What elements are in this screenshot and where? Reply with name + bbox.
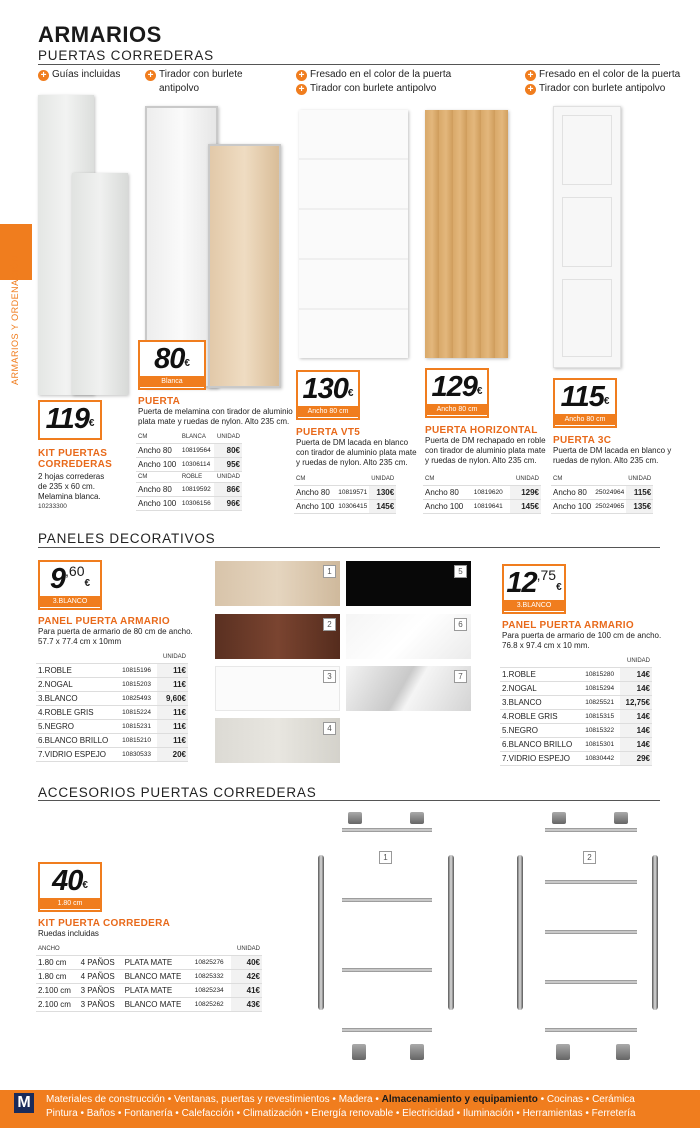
swatch-vidrio-espejo — [346, 666, 471, 711]
table-row: 6.BLANCO BRILLO 10815301 14€ — [500, 737, 652, 751]
feature-guias: + Guías incluidas — [38, 68, 120, 82]
price-tag-panel80: 9,60€ 3.BLANCO — [38, 560, 102, 610]
product-title-vt5: PUERTA VT5 — [296, 427, 361, 438]
table-row: Ancho 80 25024964 115€ — [551, 485, 653, 499]
door-image-kit-front — [72, 173, 128, 395]
door-image-horizontal — [425, 110, 508, 358]
product-desc-horizontal: Puerta de DM rechapado en roble con tirador de aluminio plata mate y ruedas de nylon. Alto 235 cm. — [425, 436, 546, 465]
price-table-kit-corredera: ANCHO UNIDAD 1.80 cm 4 PAÑOS PLATA MATE 10825276 40€ 1.80 cm 4 PAÑOS BLANCO MATE 10825332 42€ 2.100 cm 3 PAÑOS PLATA MATE 10825234 41€ 2.100 cm 3 PAÑOS BLANCO MATE 10825262 43€ — [36, 944, 262, 1012]
table-row: Ancho 80 10819564 80€ — [136, 443, 242, 457]
swatch-number: 6 — [454, 618, 467, 631]
page-title: ARMARIOS — [38, 22, 162, 47]
table-row: 5.NEGRO 10815322 14€ — [500, 723, 652, 737]
section-title-paneles: PANELES DECORATIVOS — [38, 531, 216, 546]
table-row: 2.NOGAL 10815294 14€ — [500, 681, 652, 695]
swatch-number: 4 — [323, 722, 336, 735]
table-row: 7.VIDRIO ESPEJO 10830533 20€ — [36, 747, 188, 761]
feature-fresado-vt5: + Fresado en el color de la puerta + Tirador con burlete antipolvo — [296, 68, 451, 96]
product-desc-panel100: Para puerta de armario de 100 cm de ancho. 76.8 x 97.4 cm x 10 mm. — [502, 631, 662, 650]
price-tag-kit: 119€ — [38, 400, 102, 440]
plus-icon: + — [145, 70, 156, 81]
feature-tirador: + Tirador con burlete antipolvo — [145, 68, 243, 96]
door-image-3c — [553, 106, 621, 368]
product-desc-panel80: Para puerta de armario de 80 cm de ancho. 57.7 x 77.4 cm x 10mm — [38, 627, 193, 646]
plus-icon: + — [296, 84, 307, 95]
swatch-roble — [215, 561, 340, 606]
section-title-correderas: PUERTAS CORREDERAS — [38, 48, 214, 63]
plus-icon: + — [525, 84, 536, 95]
price-tag-puerta: 80€ Blanca — [138, 340, 206, 390]
table-row: 6.BLANCO BRILLO 10815210 11€ — [36, 733, 188, 747]
table-row: Ancho 100 10306156 96€ — [136, 496, 242, 510]
product-title-panel80: PANEL PUERTA ARMARIO — [38, 616, 170, 627]
footer-categories-2: Pintura • Baños • Fontanería • Calefacción • Climatización • Energía renovable • Electricidad • Iluminación • Herramientas • Ferretería — [46, 1108, 636, 1119]
feature-fresado-3c: + Fresado en el color de la puerta + Tirador con burlete antipolvo — [525, 68, 680, 96]
swatch-nogal — [215, 614, 340, 659]
swatch-number: 5 — [454, 565, 467, 578]
table-row: 2.100 cm 3 PAÑOS PLATA MATE 10825234 41€ — [36, 983, 262, 997]
table-row: 4.ROBLE GRIS 10815224 11€ — [36, 705, 188, 719]
price-table-vt5: CM UNIDAD Ancho 80 10819571 130€ Ancho 100 10306415 145€ — [294, 474, 396, 514]
table-row: 1.80 cm 4 PAÑOS BLANCO MATE 10825332 42€ — [36, 969, 262, 983]
product-desc-vt5: Puerta de DM lacada en blanco con tirador de aluminio plata mate y ruedas de nylon. Alto 235 cm. — [296, 438, 417, 467]
table-row: 5.NEGRO 10815231 11€ — [36, 719, 188, 733]
sidebar-label: ARMARIOS Y ORDENACIÓN — [10, 254, 20, 385]
plus-icon: + — [38, 70, 49, 81]
swatch-number: 1 — [323, 565, 336, 578]
price-table-3c: CM UNIDAD Ancho 80 25024964 115€ Ancho 100 25024965 135€ — [551, 474, 653, 514]
table-row: Ancho 100 10306415 145€ — [294, 499, 396, 513]
price-tag-kit-corredera: 40€ 1.80 cm — [38, 862, 102, 912]
footer-categories-1: Materiales de construcción • Ventanas, puertas y revestimientos • Madera • Almacenamiento y equipamiento • Cocinas • Cerámica — [46, 1094, 635, 1105]
table-row: 3.BLANCO 10825493 9,60€ — [36, 691, 188, 705]
product-title-puerta: PUERTA — [138, 396, 181, 407]
door-image-vt5 — [299, 110, 408, 358]
price-table-panel100: UNIDAD 1.ROBLE 10815280 14€ 2.NOGAL 10815294 14€ 3.BLANCO 10825521 12,75€ 4.ROBLE GRIS 10815315 14€ 5.NEGRO 10815322 14€ 6.BLANCO BRILLO 10815301 14€ 7.VIDRIO ESPEJO 10830442 29€ — [500, 656, 652, 766]
swatch-negro — [346, 561, 471, 606]
swatch-number: 3 — [323, 670, 336, 683]
product-title-kit: KIT PUERTAS CORREDERAS — [38, 448, 113, 470]
table-row: Ancho 80 10819592 86€ — [136, 482, 242, 496]
table-row: 4.ROBLE GRIS 10815315 14€ — [500, 709, 652, 723]
swatch-number: 2 — [323, 618, 336, 631]
accessory-number: 1 — [379, 851, 392, 864]
swatch-blanco — [215, 666, 340, 711]
divider — [38, 547, 660, 548]
product-desc-kit-corredera: Ruedas incluidas — [38, 929, 99, 938]
table-row: 7.VIDRIO ESPEJO 10830442 29€ — [500, 751, 652, 765]
product-title-3c: PUERTA 3C — [553, 435, 612, 446]
table-row: 1.ROBLE 10815196 11€ — [36, 663, 188, 677]
price-tag-panel100: 12,75€ 3.BLANCO — [502, 564, 566, 614]
table-row: Ancho 100 10819641 145€ — [423, 499, 541, 513]
product-title-panel100: PANEL PUERTA ARMARIO — [502, 620, 634, 631]
accessory-number: 2 — [583, 851, 596, 864]
product-title-horizontal: PUERTA HORIZONTAL — [425, 425, 538, 436]
table-row: Ancho 100 10306114 95€ — [136, 457, 242, 471]
product-desc-puerta: Puerta de melamina con tirador de aluminio plata mate y ruedas de nylon. Alto 235 cm. — [138, 407, 293, 426]
table-row: 2.100 cm 3 PAÑOS BLANCO MATE 10825262 43€ — [36, 997, 262, 1011]
price-tag-horizontal: 129€ Ancho 80 cm — [425, 368, 489, 418]
price-table-panel80: UNIDAD 1.ROBLE 10815196 11€ 2.NOGAL 10815203 11€ 3.BLANCO 10825493 9,60€ 4.ROBLE GRIS 10815224 11€ 5.NEGRO 10815231 11€ 6.BLANCO BRILLO 10815210 11€ 7.VIDRIO ESPEJO 10830533 20€ — [36, 652, 188, 762]
door-image-puerta-roble — [208, 144, 281, 388]
table-row: 3.BLANCO 10825521 12,75€ — [500, 695, 652, 709]
brand-logo: M — [14, 1093, 34, 1113]
price-table-horizontal: CM UNIDAD Ancho 80 10819620 129€ Ancho 100 10819641 145€ — [423, 474, 541, 514]
price-tag-3c: 115€ Ancho 80 cm — [553, 378, 617, 428]
swatch-number: 7 — [454, 670, 467, 683]
product-desc-kit: 2 hojas correderas de 235 x 60 cm. Melamina blanca. 10233300 — [38, 472, 105, 510]
table-row: 2.NOGAL 10815203 11€ — [36, 677, 188, 691]
section-title-accesorios: ACCESORIOS PUERTAS CORREDERAS — [38, 785, 317, 800]
swatch-roble-gris — [215, 718, 340, 763]
plus-icon: + — [296, 70, 307, 81]
plus-icon: + — [525, 70, 536, 81]
table-row: 1.80 cm 4 PAÑOS PLATA MATE 10825276 40€ — [36, 955, 262, 969]
table-row: Ancho 100 25024965 135€ — [551, 499, 653, 513]
product-title-kit-corredera: KIT PUERTA CORREDERA — [38, 918, 171, 929]
price-tag-vt5: 130€ Ancho 80 cm — [296, 370, 360, 420]
swatch-blanco-brillo — [346, 614, 471, 659]
product-desc-3c: Puerta de DM lacada en blanco y ruedas de nylon. Alto 235 cm. — [553, 446, 672, 465]
divider — [38, 800, 660, 801]
table-row: 1.ROBLE 10815280 14€ — [500, 667, 652, 681]
divider — [38, 64, 660, 65]
table-row: Ancho 80 10819571 130€ — [294, 485, 396, 499]
table-row: Ancho 80 10819620 129€ — [423, 485, 541, 499]
price-table-puerta: CM BLANCA UNIDAD Ancho 80 10819564 80€ Ancho 100 10306114 95€ CM ROBLE UNIDAD Ancho 80 10819592 86€ Ancho 100 10306156 96€ — [136, 432, 242, 511]
